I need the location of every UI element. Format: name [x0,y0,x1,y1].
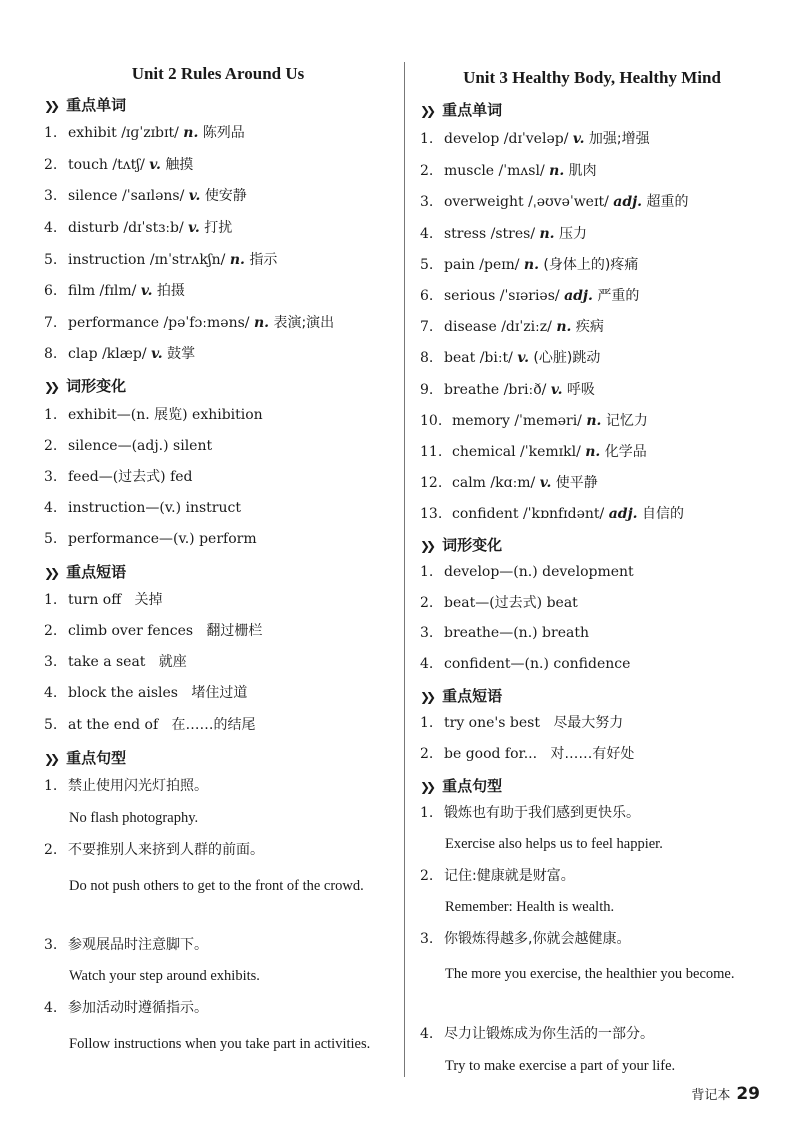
sentence-en: The more you exercise, the healthier you become. [445,966,735,982]
unit-title: Unit 2 Rules Around Us [131,64,305,83]
section-heading-phrases: ❯❯ 重点短语 [420,687,503,705]
sentence-zh: 3. 你锻炼得越多,你就会越健康。 [420,931,631,947]
form-item: 4. instruction—(v.) instruct [44,500,241,516]
double-chevron-icon: ❯❯ [420,780,433,794]
sentence-en: Do not push others to get to the front of the crowd. [69,878,364,894]
word-item: 10. memory /ˈmeməri/ n. 记忆力 [420,413,648,429]
section-heading-forms: ❯❯ 词形变化 [420,536,503,554]
phrase-item: 1. turn off 关掉 [44,592,163,608]
phrase-item: 2. be good for... 对……有好处 [420,746,635,762]
word-item: 12. calm /kɑːm/ v. 使平静 [420,475,598,491]
double-chevron-icon: ❯❯ [44,99,57,113]
word-item: 4. stress /stres/ n. 压力 [420,226,587,242]
word-item: 3. overweight /ˌəʊvəˈweɪt/ adj. 超重的 [420,194,689,210]
form-item: 3. breathe—(n.) breath [420,625,589,641]
sentence-en: Remember: Health is wealth. [445,899,615,915]
double-chevron-icon: ❯❯ [420,104,433,118]
form-item: 2. beat—(过去式) beat [420,595,578,611]
word-item: 8. beat /biːt/ v. (心脏)跳动 [420,350,601,366]
form-item: 1. develop—(n.) development [420,564,634,580]
page-footer [691,1084,760,1104]
sentence-en: Try to make exercise a part of your life. [445,1058,676,1074]
double-chevron-icon: ❯❯ [44,380,57,394]
phrase-item: 3. take a seat 就座 [44,654,187,670]
double-chevron-icon: ❯❯ [420,690,433,704]
sentence-zh: 3. 参观展品时注意脚下。 [44,937,208,953]
column-divider [404,62,405,1077]
sentence-en: Exercise also helps us to feel happier. [445,836,663,852]
section-heading-phrases: ❯❯ 重点短语 [44,563,127,581]
double-chevron-icon: ❯❯ [44,566,57,580]
word-item: 5. instruction /ɪnˈstrʌkʃn/ n. 指示 [44,252,278,268]
section-heading-sentences: ❯❯ 重点句型 [420,777,503,795]
form-item: 1. exhibit—(n. 展览) exhibition [44,407,263,423]
sentence-en: Watch your step around exhibits. [69,968,260,984]
phrase-item: 4. block the aisles 堵住过道 [44,685,248,701]
word-item: 2. touch /tʌtʃ/ v. 触摸 [44,157,194,173]
page-number: 29 [736,1084,760,1104]
footer-label: 背记本 [691,1088,731,1103]
sentence-zh: 2. 记住:健康就是财富。 [420,868,575,884]
sentence-en: No flash photography. [69,810,199,826]
phrase-item: 2. climb over fences 翻过栅栏 [44,623,263,639]
word-item: 1. exhibit /ɪɡˈzɪbɪt/ n. 陈列品 [44,125,245,141]
word-item: 1. develop /dɪˈveləp/ v. 加强;增强 [420,131,650,147]
word-item: 13. confident /ˈkɒnfɪdənt/ adj. 自信的 [420,506,684,522]
word-item: 6. serious /ˈsɪəriəs/ adj. 严重的 [420,288,640,304]
word-item: 6. film /fɪlm/ v. 拍摄 [44,283,185,299]
sentence-en: Follow instructions when you take part in activities. [69,1036,371,1052]
sentence-zh: 4. 参加活动时遵循指示。 [44,1000,208,1016]
word-item: 9. breathe /briːð/ v. 呼吸 [420,382,595,398]
word-item: 5. pain /peɪn/ n. (身体上的)疼痛 [420,257,639,273]
word-item: 7. disease /dɪˈziːz/ n. 疾病 [420,319,604,335]
word-item: 3. silence /ˈsaɪləns/ v. 使安静 [44,188,247,204]
word-item: 4. disturb /dɪˈstɜːb/ v. 打扰 [44,220,233,236]
sentence-zh: 2. 不要推别人来挤到人群的前面。 [44,842,264,858]
word-item: 11. chemical /ˈkemɪkl/ n. 化学品 [420,444,647,460]
double-chevron-icon: ❯❯ [420,539,433,553]
section-heading-sentences: ❯❯ 重点句型 [44,749,127,767]
unit-title: Unit 3 Healthy Body, Healthy Mind [463,68,721,87]
sentence-zh: 1. 锻炼也有助于我们感到更快乐。 [420,805,640,821]
form-item: 5. performance—(v.) perform [44,531,257,547]
double-chevron-icon: ❯❯ [44,752,57,766]
section-heading-words: ❯❯ 重点单词 [420,101,503,119]
section-heading-forms: ❯❯ 词形变化 [44,377,127,395]
word-item: 8. clap /klæp/ v. 鼓掌 [44,346,196,362]
sentence-zh: 1. 禁止使用闪光灯拍照。 [44,778,208,794]
section-heading-words: ❯❯ 重点单词 [44,96,127,114]
word-item: 7. performance /pəˈfɔːməns/ n. 表演;演出 [44,315,335,331]
word-item: 2. muscle /ˈmʌsl/ n. 肌肉 [420,163,597,179]
form-item: 3. feed—(过去式) fed [44,469,193,485]
sentence-zh: 4. 尽力让锻炼成为你生活的一部分。 [420,1026,654,1042]
form-item: 4. confident—(n.) confidence [420,656,631,672]
phrase-item: 1. try one's best 尽最大努力 [420,715,624,731]
phrase-item: 5. at the end of 在……的结尾 [44,717,256,733]
form-item: 2. silence—(adj.) silent [44,438,213,454]
